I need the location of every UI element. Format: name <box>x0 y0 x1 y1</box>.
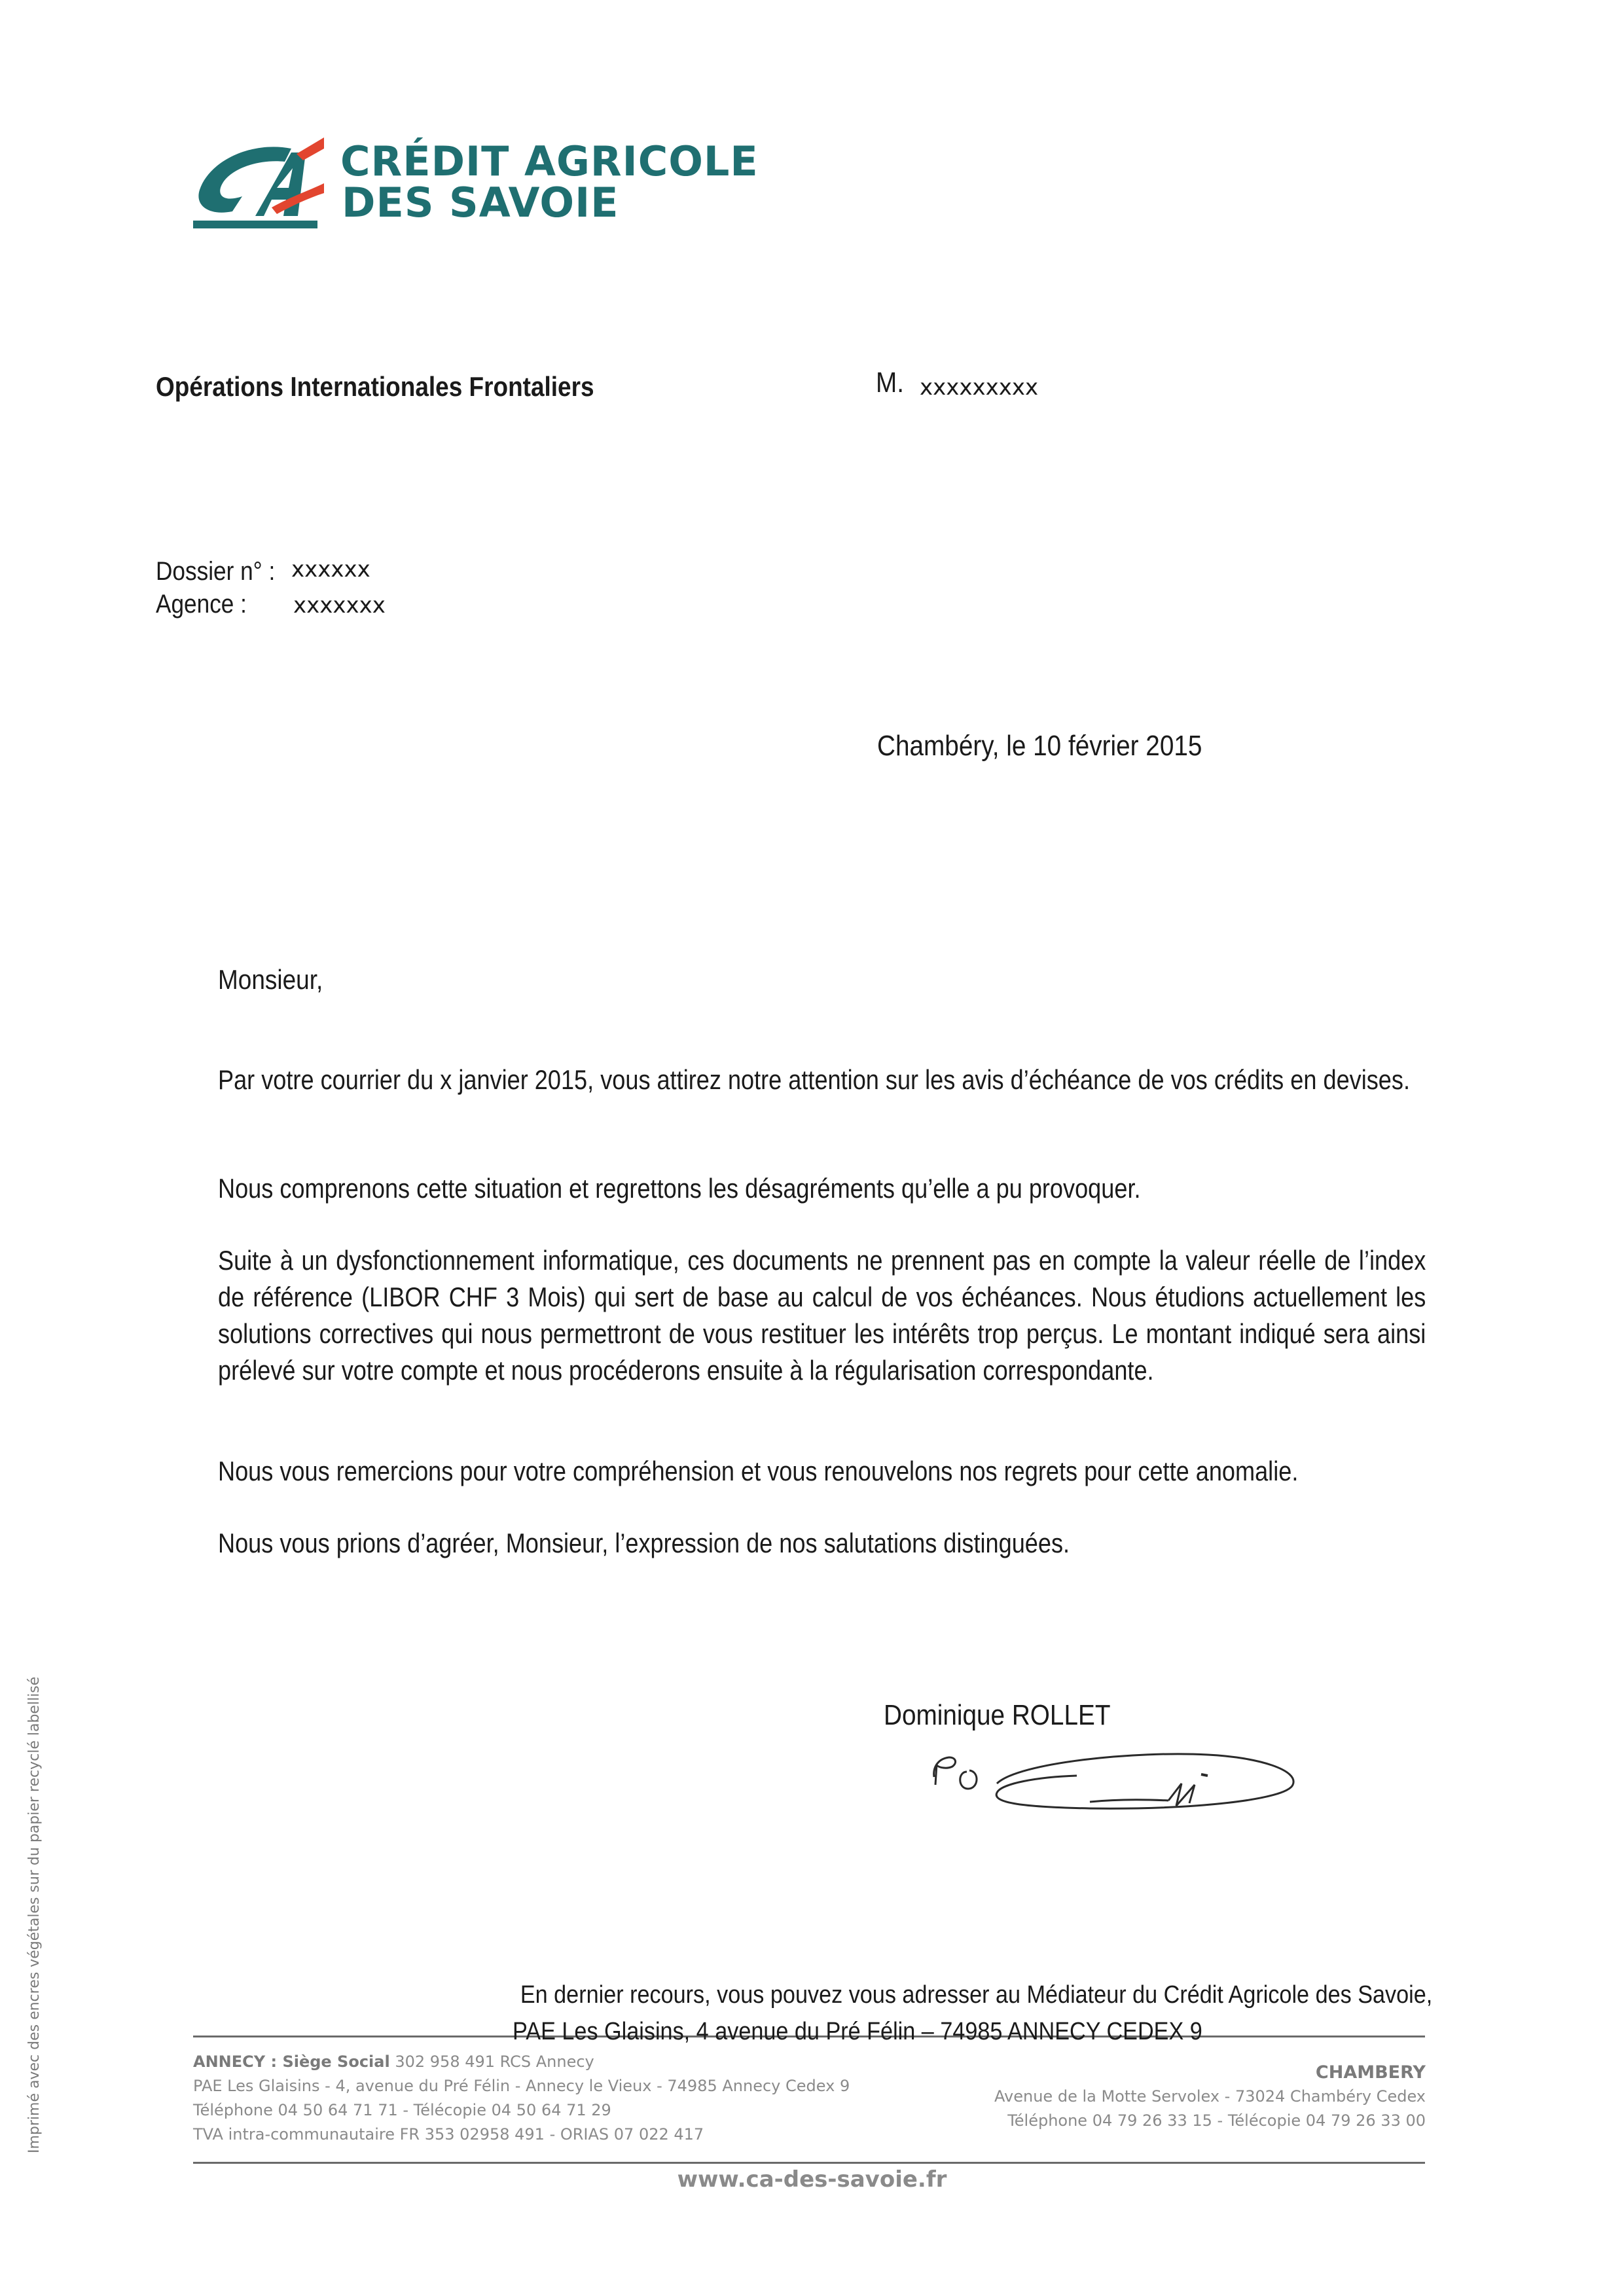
signature-scribble-icon <box>920 1738 1312 1829</box>
paragraph-5 <box>218 1525 1426 1562</box>
dossier-label: Dossier n° : <box>156 557 276 586</box>
annecy-line-2: PAE Les Glaisins - 4, avenue du Pré Félin - Annecy le Vieux - 74985 Annecy Cedex 9 <box>193 2077 850 2095</box>
website-link[interactable]: www.ca-des-savoie.fr <box>677 2166 947 2193</box>
recipient-prefix: M. <box>876 367 905 399</box>
footer-bottom-rule <box>193 2162 1425 2164</box>
ca-logo-icon <box>193 134 324 232</box>
paragraph-5-text: Nous vous prions d’agréer, Monsieur, l’expression de nos salutations distinguées. <box>218 1528 1070 1558</box>
paragraph-2-text: Nous comprenons cette situation et regrettons les désagréments qu’elle a pu provoquer. <box>218 1173 1141 1204</box>
mediator-line-1: En dernier recours, vous pouvez vous adresser au Médiateur du Crédit Agricole des Savoie, <box>520 1981 1433 2009</box>
paragraph-1 <box>218 1062 1426 1098</box>
agence-value: xxxxxxx <box>293 592 386 619</box>
bank-logo <box>193 134 324 232</box>
paragraph-3 <box>218 1242 1426 1389</box>
annecy-rcs: 302 958 491 RCS Annecy <box>395 2053 594 2071</box>
chambery-block <box>962 2060 1426 2133</box>
annecy-title: ANNECY : Siège Social <box>193 2053 390 2071</box>
mediator-line-2: PAE Les Glaisins, 4 avenue du Pré Félin – 74985 ANNECY CEDEX 9 <box>513 2018 1202 2045</box>
department-title: Opérations Internationales Frontaliers <box>156 371 594 402</box>
annecy-block <box>193 2050 850 2147</box>
annecy-line-1 <box>193 2050 850 2074</box>
paragraph-4-text: Nous vous remercions pour votre compréhension et vous renouvelons nos regrets pour cette anomalie. <box>218 1456 1299 1486</box>
chambery-line-1: Avenue de la Motte Servolex - 73024 Chambéry Cedex <box>994 2087 1426 2106</box>
chambery-line-2: Téléphone 04 79 26 33 15 - Télécopie 04 79 26 33 00 <box>1007 2111 1426 2130</box>
handwritten-signature <box>920 1738 1312 1829</box>
logo-wordmark-line2: DES SAVOIE <box>342 179 619 226</box>
annecy-line-4: TVA intra-communautaire FR 353 02958 491 - ORIAS 07 022 417 <box>193 2125 704 2144</box>
paragraph-4 <box>218 1453 1426 1490</box>
annecy-line-3: Téléphone 04 50 64 71 71 - Télécopie 04 50 64 71 29 <box>193 2101 611 2119</box>
recipient-name: xxxxxxxxx <box>920 374 1039 401</box>
mediator-block <box>0 1979 1433 2011</box>
paragraph-2 <box>218 1170 1426 1207</box>
logo-wordmark-line1: CRÉDIT AGRICOLE <box>340 137 759 185</box>
agence-label: Agence : <box>156 590 247 619</box>
chambery-title: CHAMBERY <box>1315 2062 1426 2083</box>
eco-print-note: Imprimé avec des encres végétales sur du papier recyclé labellisé <box>26 1676 43 2153</box>
salutation: Monsieur, <box>218 964 323 995</box>
date-line: Chambéry, le 10 février 2015 <box>877 730 1202 762</box>
dossier-value: xxxxxx <box>291 556 370 583</box>
signatory-name: Dominique ROLLET <box>884 1699 1111 1731</box>
paragraph-3-text: Suite à un dysfonctionnement informatique, ces documents ne prennent pas en compte la valeur réelle de l’index de référence (LIBOR CHF 3 Mois) qui sert de base au calcul de vos échéances. Nous étudions actuellement les solutions correctives qui nous permettront de vous restituer les intérêts trop perçus. Le montant indiqué sera ainsi prélevé sur votre compte et nous procéderons ensuite à la régularisation correspondante. <box>218 1245 1426 1386</box>
paragraph-1-text: Par votre courrier du x janvier 2015, vous attirez notre attention sur les avis d’échéance de vos crédits en devises. <box>218 1064 1410 1095</box>
